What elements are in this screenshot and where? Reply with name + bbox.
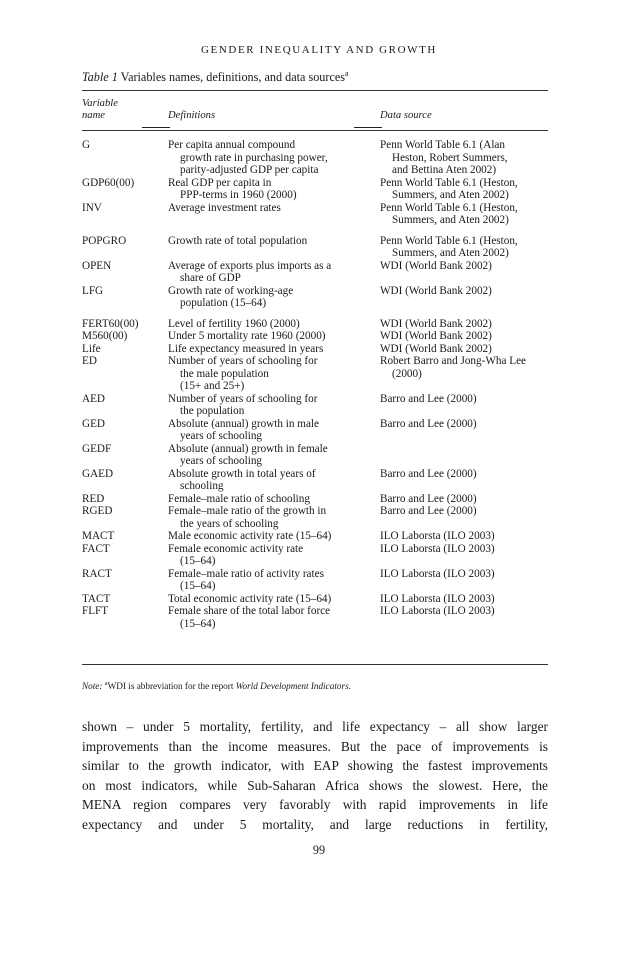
variable-name: G xyxy=(82,139,91,151)
table-row xyxy=(82,235,552,260)
table-title: Variables names, definitions, and data sources xyxy=(117,70,346,85)
data-source: Penn World Table 6.1 (Heston, Summers, and Aten 2002) xyxy=(380,201,518,226)
table-row xyxy=(82,330,552,343)
table-row xyxy=(82,505,552,530)
data-source: ILO Laborsta (ILO 2003) xyxy=(380,530,495,542)
table-row xyxy=(82,568,552,593)
table-bottom-rule xyxy=(82,664,548,665)
body-line: expectancy and under 5 mortality, and large reductions in fertility, xyxy=(82,816,548,832)
definition: Life expectancy measured in years xyxy=(168,342,324,355)
table-row xyxy=(82,493,552,506)
data-source: Robert Barro and Jong-Wha Lee (2000) xyxy=(380,355,527,380)
variable-name: GED xyxy=(82,417,105,430)
data-source: Penn World Table 6.1 (Heston, Summers, and Aten 2002) xyxy=(380,234,518,259)
table-row xyxy=(82,418,552,443)
definition: Average investment rates xyxy=(168,201,281,214)
body-line: on most indicators, while Sub-Saharan Africa shows the slowest. Here, the xyxy=(82,777,548,793)
variable-name: TACT xyxy=(82,592,111,605)
body-line: shown – under 5 mortality, fertility, and life expectancy – all show larger xyxy=(82,719,548,734)
definition: Female–male ratio of activity rates (15–64) xyxy=(168,567,324,592)
variable-name: Life xyxy=(82,342,101,355)
data-source: Barro and Lee (2000) xyxy=(380,505,477,517)
variable-name: FACT xyxy=(82,542,110,555)
data-source xyxy=(380,443,552,468)
definition: Absolute (annual) growth in female years of schooling xyxy=(168,442,328,467)
table-row xyxy=(82,443,552,468)
variable-name: FLFT xyxy=(82,605,109,617)
variable-name: FERT60(00) xyxy=(82,317,139,330)
body-line: improvements than the income measures. But the pace of improvements is xyxy=(82,738,548,754)
table-row xyxy=(82,139,552,177)
data-source: Barro and Lee (2000) xyxy=(380,417,477,430)
column-header-variable: Variable name xyxy=(82,98,118,121)
table-caption xyxy=(82,69,349,85)
definition: Female–male ratio of the growth in the years of schooling xyxy=(168,505,327,530)
definition: Absolute growth in total years of schooling xyxy=(168,467,316,492)
variable-name: GEDF xyxy=(82,442,112,455)
body-paragraph xyxy=(82,717,548,835)
data-source: ILO Laborsta (ILO 2003) xyxy=(380,542,495,555)
table-row xyxy=(82,543,552,568)
data-source: Barro and Lee (2000) xyxy=(380,392,477,405)
definition: Absolute (annual) growth in male years of schooling xyxy=(168,417,319,442)
column-header-definitions: Definitions xyxy=(168,110,216,121)
table-row xyxy=(82,177,552,202)
data-source: WDI (World Bank 2002) xyxy=(380,284,492,297)
variable-name: RED xyxy=(82,492,105,505)
variable-name: M560(00) xyxy=(82,330,128,342)
definition: Per capita annual compound growth rate in purchasing power, parity-adjusted GDP per capita xyxy=(168,139,328,176)
body-line: MENA region compares very favorably with rapid improvements in life xyxy=(82,797,548,813)
running-head: GENDER INEQUALITY AND GROWTH xyxy=(201,44,437,56)
variable-name: GDP60(00) xyxy=(82,176,135,189)
table-row xyxy=(82,318,552,331)
data-source: WDI (World Bank 2002) xyxy=(380,259,492,272)
table-row xyxy=(82,343,552,356)
variable-name: LFG xyxy=(82,284,104,297)
definition: Growth rate of working-age population (15–64) xyxy=(168,284,294,309)
variable-name: OPEN xyxy=(82,259,112,272)
data-source: Penn World Table 6.1 (Heston, Summers, and Aten 2002) xyxy=(380,176,518,201)
definition: Female share of the total labor force (15–64) xyxy=(168,605,331,630)
variable-name: RACT xyxy=(82,567,112,580)
table-row xyxy=(82,468,552,493)
data-source: Barro and Lee (2000) xyxy=(380,467,477,480)
table-row xyxy=(82,260,552,285)
table-note: Note: $^a$WDI is abbreviation for the report World Development Indicators. xyxy=(82,680,351,692)
data-source: WDI (World Bank 2002) xyxy=(380,317,492,330)
definition: Male economic activity rate (15–64) xyxy=(168,530,332,542)
table-row xyxy=(82,393,552,418)
variable-name: AED xyxy=(82,392,105,405)
data-source: Barro and Lee (2000) xyxy=(380,492,477,505)
table-row xyxy=(82,285,552,310)
variable-name: MACT xyxy=(82,530,115,542)
table-row xyxy=(82,605,552,630)
data-source: WDI (World Bank 2002) xyxy=(380,330,492,342)
caption-footnote-marker: a xyxy=(345,69,349,78)
data-source: Penn World Table 6.1 (Alan Heston, Robert Summers, and Bettina Aten 2002) xyxy=(380,139,508,176)
table-row xyxy=(82,530,552,543)
data-source: ILO Laborsta (ILO 2003) xyxy=(380,567,495,580)
definition: Total economic activity rate (15–64) xyxy=(168,592,332,605)
header-bottom-rule xyxy=(82,130,548,131)
table-label: Table 1 xyxy=(82,70,118,85)
table-body xyxy=(82,139,552,630)
variable-name: GAED xyxy=(82,467,114,480)
table-top-rule xyxy=(82,90,548,91)
definition: Real GDP per capita in PPP-terms in 1960 (2000) xyxy=(168,176,297,201)
definition: Growth rate of total population xyxy=(168,234,308,247)
body-line: similar to the growth indicator, with EAP showing the fastest improvements xyxy=(82,758,548,774)
data-source: ILO Laborsta (ILO 2003) xyxy=(380,592,495,605)
variable-name: POPGRO xyxy=(82,234,127,247)
data-source: ILO Laborsta (ILO 2003) xyxy=(380,605,495,617)
variable-name: RGED xyxy=(82,505,113,517)
definition: Average of exports plus imports as a share of GDP xyxy=(168,259,332,284)
column-header-source: Data source xyxy=(380,110,432,121)
variable-name: ED xyxy=(82,355,97,367)
data-source: WDI (World Bank 2002) xyxy=(380,342,492,355)
definition: Number of years of schooling for the population xyxy=(168,392,318,417)
table-row xyxy=(82,355,552,393)
header-rule-mark xyxy=(354,127,382,128)
definition: Level of fertility 1960 (2000) xyxy=(168,317,300,330)
definition: Female economic activity rate (15–64) xyxy=(168,542,304,567)
table-row xyxy=(82,202,552,227)
variable-name: INV xyxy=(82,201,102,214)
definition: Number of years of schooling for the male population (15+ and 25+) xyxy=(168,355,318,392)
header-rule-mark xyxy=(142,127,170,128)
definition: Female–male ratio of schooling xyxy=(168,492,310,505)
table-row xyxy=(82,593,552,606)
page-number: 99 xyxy=(312,843,326,857)
definition: Under 5 mortality rate 1960 (2000) xyxy=(168,330,326,342)
